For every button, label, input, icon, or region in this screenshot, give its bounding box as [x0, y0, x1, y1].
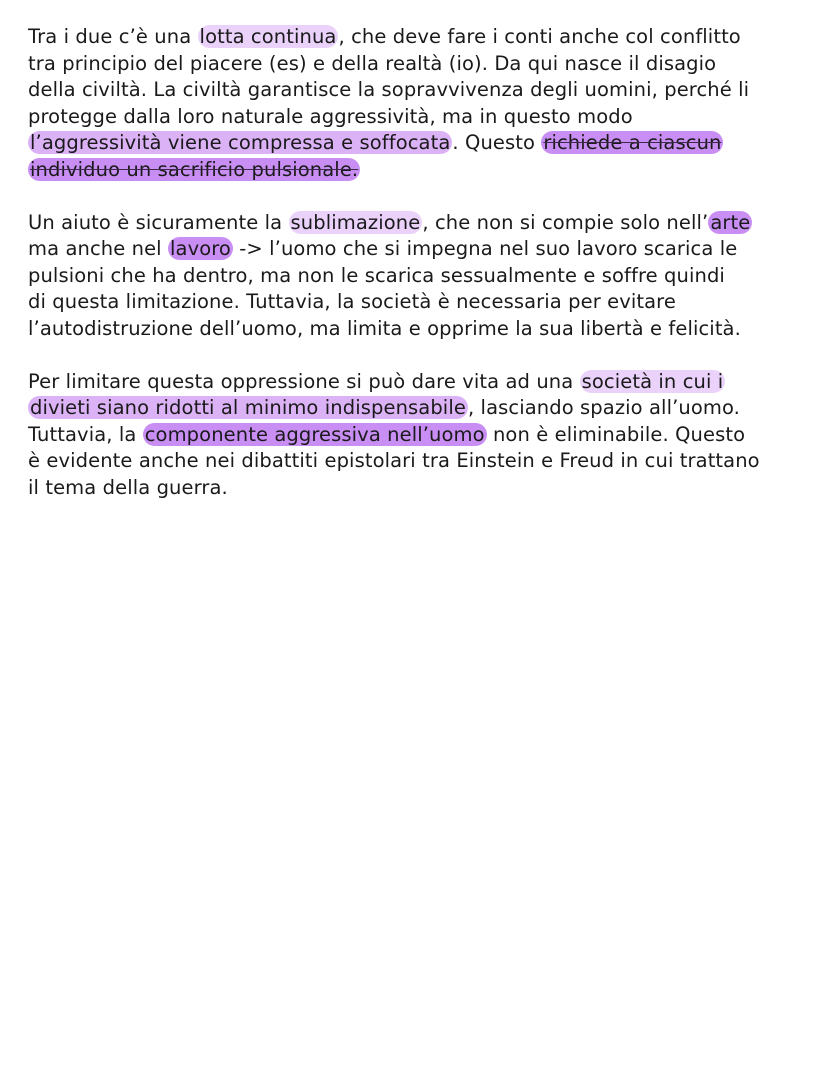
- text-line: [28, 236, 808, 263]
- highlighted-text: divieti siano ridotti al minimo indispensabile: [30, 396, 466, 419]
- text-line: [28, 263, 808, 290]
- document-page: [28, 24, 808, 528]
- highlighted-text: arte: [710, 210, 751, 234]
- text-line: [28, 24, 808, 51]
- text-segment: , che deve fare i conti anche col conflitto: [338, 25, 741, 48]
- highlighted-text: l’aggressività viene compressa e soffocata: [30, 131, 451, 154]
- paragraph-1: [28, 24, 808, 183]
- text-line: [28, 395, 808, 422]
- text-segment: di questa limitazione. Tuttavia, la società è necessaria per evitare: [28, 290, 676, 313]
- paragraph-2: [28, 210, 808, 343]
- text-segment: il tema della guerra.: [28, 475, 228, 499]
- text-line: [28, 130, 808, 157]
- highlighted-text: lotta continua: [199, 25, 337, 48]
- paragraph-3: [28, 369, 808, 502]
- text-segment: tra principio del piacere (es) e della realtà (io). Da qui nasce il disagio: [28, 51, 717, 75]
- text-segment: non è eliminabile. Questo: [486, 422, 746, 446]
- text-segment: Un aiuto è sicuramente la: [28, 210, 289, 234]
- text-line: [28, 316, 808, 343]
- text-segment: . Questo: [452, 131, 542, 154]
- text-line: [28, 77, 808, 104]
- text-segment: ma anche nel: [28, 237, 168, 260]
- text-segment: è evidente anche nei dibattiti epistolari tra Einstein e Freud in cui trattano: [28, 449, 760, 472]
- highlighted-text: individuo un sacrificio pulsionale.: [30, 157, 359, 181]
- text-line: [28, 289, 808, 316]
- text-segment: Tuttavia, la: [28, 422, 143, 446]
- text-line: [28, 369, 808, 396]
- highlighted-text: lavoro: [170, 237, 231, 260]
- text-line: [28, 422, 808, 449]
- text-segment: -> l’uomo che si impegna nel suo lavoro scarica le: [232, 237, 738, 260]
- text-segment: , che non si compie solo nell’: [422, 210, 709, 234]
- text-segment: della civiltà. La civiltà garantisce la sopravvivenza degli uomini, perché li: [28, 78, 750, 101]
- text-segment: Tra i due c’è una: [28, 25, 198, 48]
- text-segment: pulsioni che ha dentro, ma non le scarica sessualmente e soffre quindi: [28, 263, 725, 287]
- text-line: [28, 157, 808, 184]
- highlighted-text: sublimazione: [290, 210, 421, 234]
- highlighted-text: componente aggressiva nell’uomo: [144, 422, 485, 446]
- highlighted-text: richiede a ciascun: [543, 131, 722, 154]
- text-segment: Per limitare questa oppressione si può dare vita ad una: [28, 369, 580, 393]
- text-line: [28, 475, 808, 502]
- text-segment: protegge dalla loro naturale aggressività, ma in questo modo: [28, 104, 633, 128]
- highlighted-text: società in cui i: [581, 369, 724, 393]
- text-line: [28, 104, 808, 131]
- text-line: [28, 448, 808, 475]
- text-line: [28, 210, 808, 237]
- text-line: [28, 51, 808, 78]
- text-segment: l’autodistruzione dell’uomo, ma limita e opprime la sua libertà e felicità.: [28, 316, 741, 340]
- text-segment: , lasciando spazio all’uomo.: [467, 396, 740, 419]
